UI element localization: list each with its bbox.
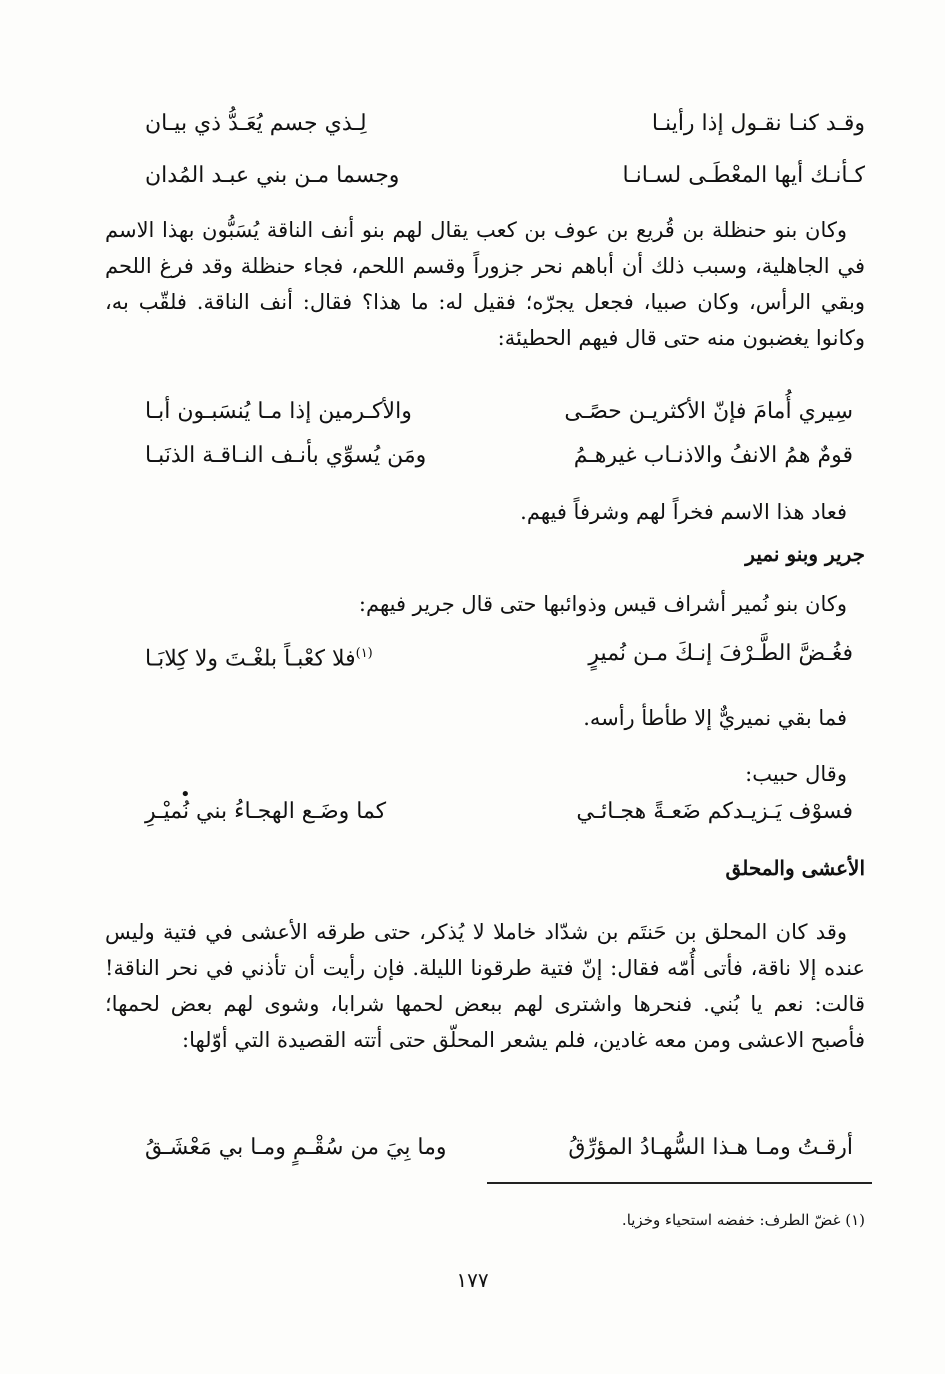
paragraph: وقد كان المحلق بن حَنتَم بن شدّاد خاملا لا يُذكر، حتى طرقه الأعشى في فتية وليس عنده إلا ناقة، فأتى أُمّه فقال: إنّ فتية طرقونا الليلة. فإن رأيت أن تأذني في نحر الناقة! قالت: نعم يا بُني. فنحرها واشترى لهم ببعض لحمها شرابا، وشوى لهم بعض لحمها؛ فأصبح الاعشى ومن معه غادين، فلم يشعر المحلّق حتى أتته القصيدة التي أوّلها: bbox=[105, 920, 865, 1052]
verse-hemistich-left: لِـذي جسم يُعَـدُّ ذي بيـان bbox=[145, 111, 367, 136]
verse-hemistich-left: والأكـرمين إذا مـا يُنسَبـون أبـا bbox=[145, 399, 412, 424]
verse-hemistich-right: كـأنـك أيها المعْطَـى لسـانـا bbox=[622, 163, 865, 188]
footnote: (١) غضّ الطرف: خفضه استحياء وخزيا. bbox=[621, 1211, 865, 1229]
footnote-divider bbox=[487, 1182, 872, 1184]
margin-mark: • bbox=[180, 784, 191, 805]
paragraph: وكان بنو نُمير أشراف قيس وذوائبها حتى قال جرير فيهم: bbox=[358, 592, 847, 616]
verse-hemistich-left: ومَن يُسوِّي بأنـف النـاقـة الذنَبـا bbox=[145, 443, 427, 468]
paragraph: وقال حبيب: bbox=[745, 762, 847, 786]
verse-line bbox=[105, 396, 865, 428]
verse-hemistich-right: أرقـتُ ومـا هـذا السُّهـادُ المؤرِّقُ bbox=[568, 1135, 853, 1160]
verse-hemistich-left: وجسما مـن بني عبـد المُدان bbox=[145, 163, 400, 188]
verse-line bbox=[105, 108, 865, 140]
paragraph: فعاد هذا الاسم فخراً لهم وشرفاً فيهم. bbox=[520, 500, 847, 524]
verse-hemistich-right: قومٌ همُ الانفُ والاذنـاب غيرهـمُ bbox=[573, 443, 853, 468]
verse-line bbox=[105, 160, 865, 192]
footnote-reference: (١) bbox=[355, 646, 373, 661]
verse-line bbox=[105, 796, 865, 828]
verse-line bbox=[105, 440, 865, 472]
section-heading: الأعشى والمحلق bbox=[725, 856, 865, 880]
section-heading: جرير وبنو نمير bbox=[745, 542, 865, 566]
verse-line bbox=[105, 1132, 865, 1164]
paragraph: فما بقي نميريٌّ إلا طأطأ رأسه. bbox=[583, 706, 847, 730]
verse-hemistich-right: سِيري أُمامَ فإنّ الأكثريـن حصًـى bbox=[564, 399, 853, 424]
verse-hemistich-left: $^{(١)}$فلا كعْبـاً بلغْـتَ ولا كِلابَـا bbox=[145, 646, 373, 672]
verse-hemistich-left: كما وضَـع الهجـاءُ بني نُميْـرِ bbox=[145, 799, 387, 824]
verse-hemistich-right: وقـد كنـا نقـول إذا رأينـا bbox=[651, 111, 865, 136]
page-number: ١٧٧ bbox=[456, 1268, 489, 1292]
paragraph: وكان بنو حنظلة بن قُريع بن عوف بن كعب يقال لهم بنو أنف الناقة يُسَبُّون بهذا الاسم في الجاهلية، وسبب ذلك أن أباهم نحر جزوراً وقسم اللحم، فجاء حنظلة وقد فرغ اللحم وبقي الرأس، وكان صبيا، فجعل يجرّه؛ فقيل له: ما هذا؟ فقال: أنف الناقة. فلقّب به، وكانوا يغضبون منه حتى قال فيهم الحطيئة: bbox=[105, 218, 865, 350]
verse-hemistich-right: فسوْف يَـزيـدكم ضَعـةً هجـائـي bbox=[576, 799, 853, 824]
verse-line bbox=[105, 638, 865, 670]
verse-hemistich-right: فغُـضَّ الطَّـرْفَ إنـكَ مـن نُميرٍ bbox=[588, 641, 853, 666]
verse-hemistich-left: وما بِيَ من سُقْـمٍ ومـا بي مَعْشَـقُ bbox=[145, 1135, 447, 1160]
